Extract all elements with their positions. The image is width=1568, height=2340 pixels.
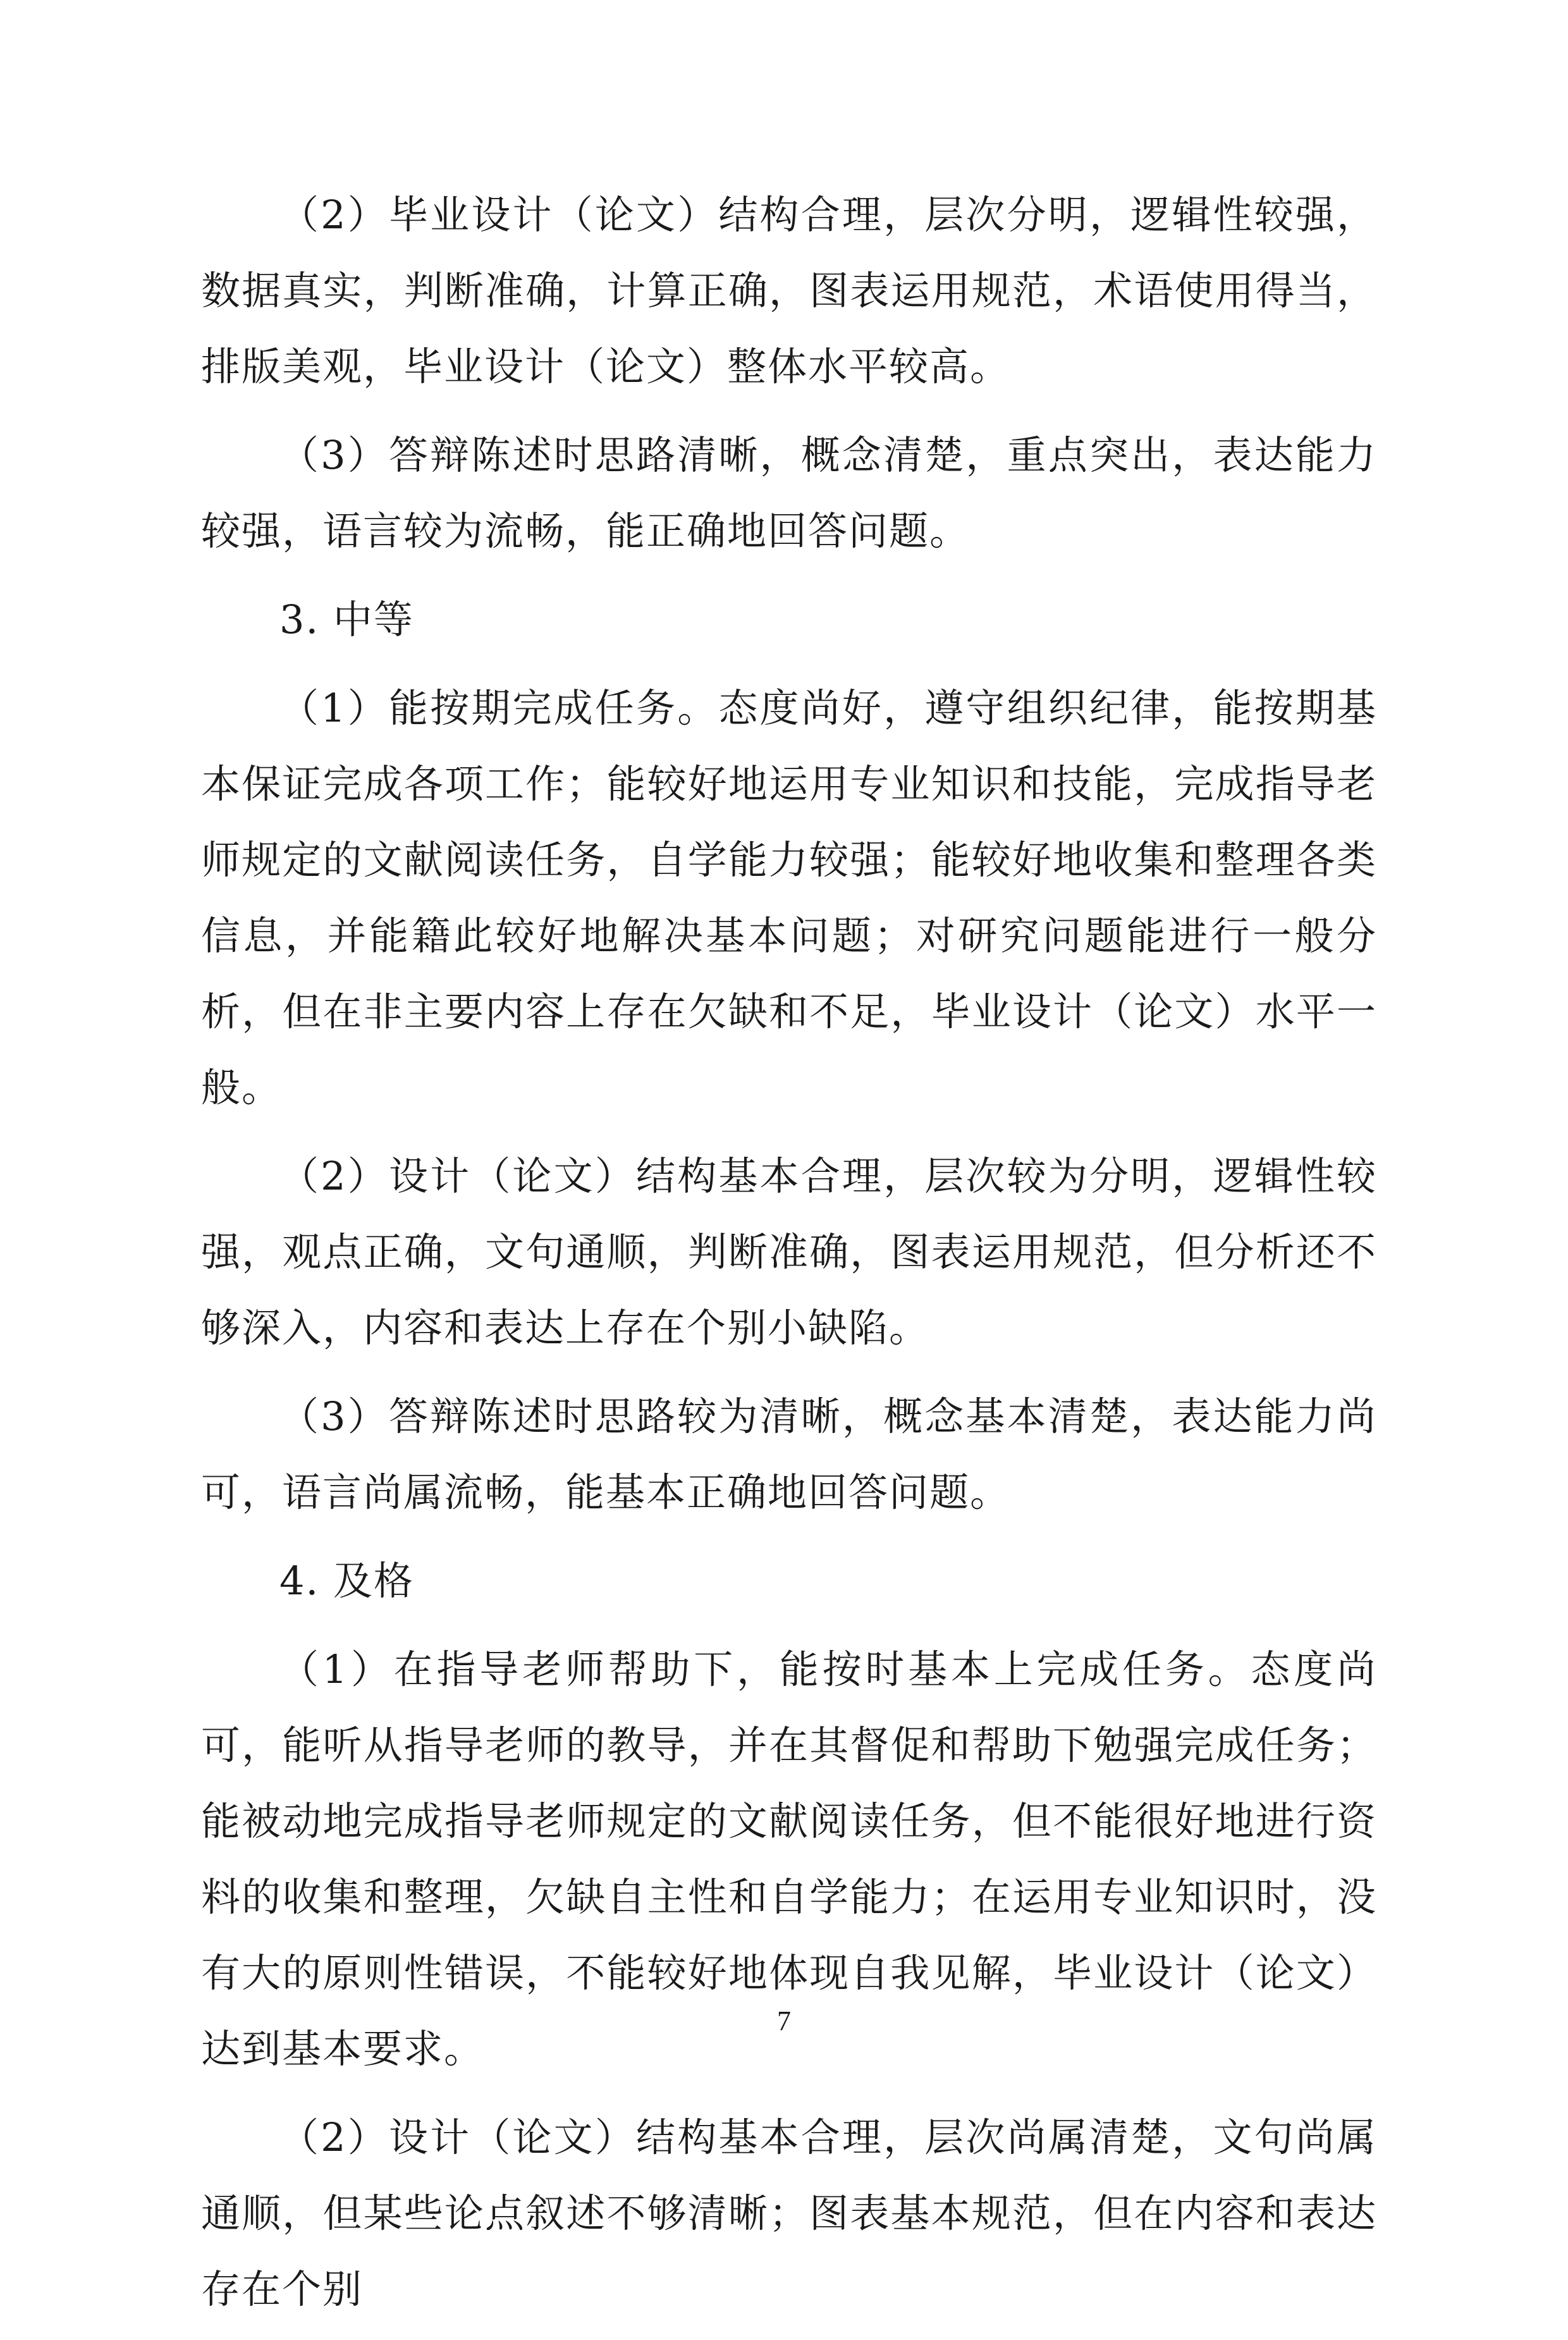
paragraph-criteria-2-medium: （2）设计（论文）结构基本合理，层次较为分明，逻辑性较强，观点正确，文句通顺，判断准确，图表运用规范，但分析还不够深入，内容和表达上存在个别小缺陷。 (201, 1153, 1377, 1351)
paragraph-criteria-1-medium: （1）能按期完成任务。态度尚好，遵守组织纪律，能按期基本保证完成各项工作；能较好地运用专业知识和技能，完成指导老师规定的文献阅读任务，自学能力较强；能较好地收集和整理各类信息，并能籍此较好地解决基本问题；对研究问题能进行一般分析，但在非主要内容上存在欠缺和不足，毕业设计（论文）水平一般。 (201, 685, 1377, 1111)
paragraph-criteria-2-good: （2）毕业设计（论文）结构合理，层次分明，逻辑性较强，数据真实，判断准确，计算正确，图表运用规范，术语使用得当，排版美观，毕业设计（论文）整体水平较高。 (201, 192, 1377, 390)
paragraph-criteria-3-good: （3）答辩陈述时思路清晰，概念清楚，重点突出，表达能力较强，语言较为流畅，能正确地回答问题。 (201, 432, 1377, 554)
section-heading-medium: 3. 中等 (279, 596, 414, 643)
paragraph-criteria-3-medium: （3）答辩陈述时思路较为清晰，概念基本清楚，表达能力尚可，语言尚属流畅，能基本正确地回答问题。 (201, 1393, 1377, 1515)
paragraph-criteria-1-pass: （1）在指导老师帮助下，能按时基本上完成任务。态度尚可，能听从指导老师的教导，并在其督促和帮助下勉强完成任务；能被动地完成指导老师规定的文献阅读任务，但不能很好地进行资料的收集和整理，欠缺自主性和自学能力；在运用专业知识时，没有大的原则性错误，不能较好地体现自我见解，毕业设计（论文）达到基本要求。 (201, 1646, 1377, 2072)
page-number: 7 (777, 2005, 791, 2036)
paragraph-criteria-2-pass: （2）设计（论文）结构基本合理，层次尚属清楚，文句尚属通顺，但某些论点叙述不够清晰；图表基本规范，但在内容和表达存在个别 (201, 2114, 1377, 2312)
section-heading-pass: 4. 及格 (279, 1558, 414, 1604)
